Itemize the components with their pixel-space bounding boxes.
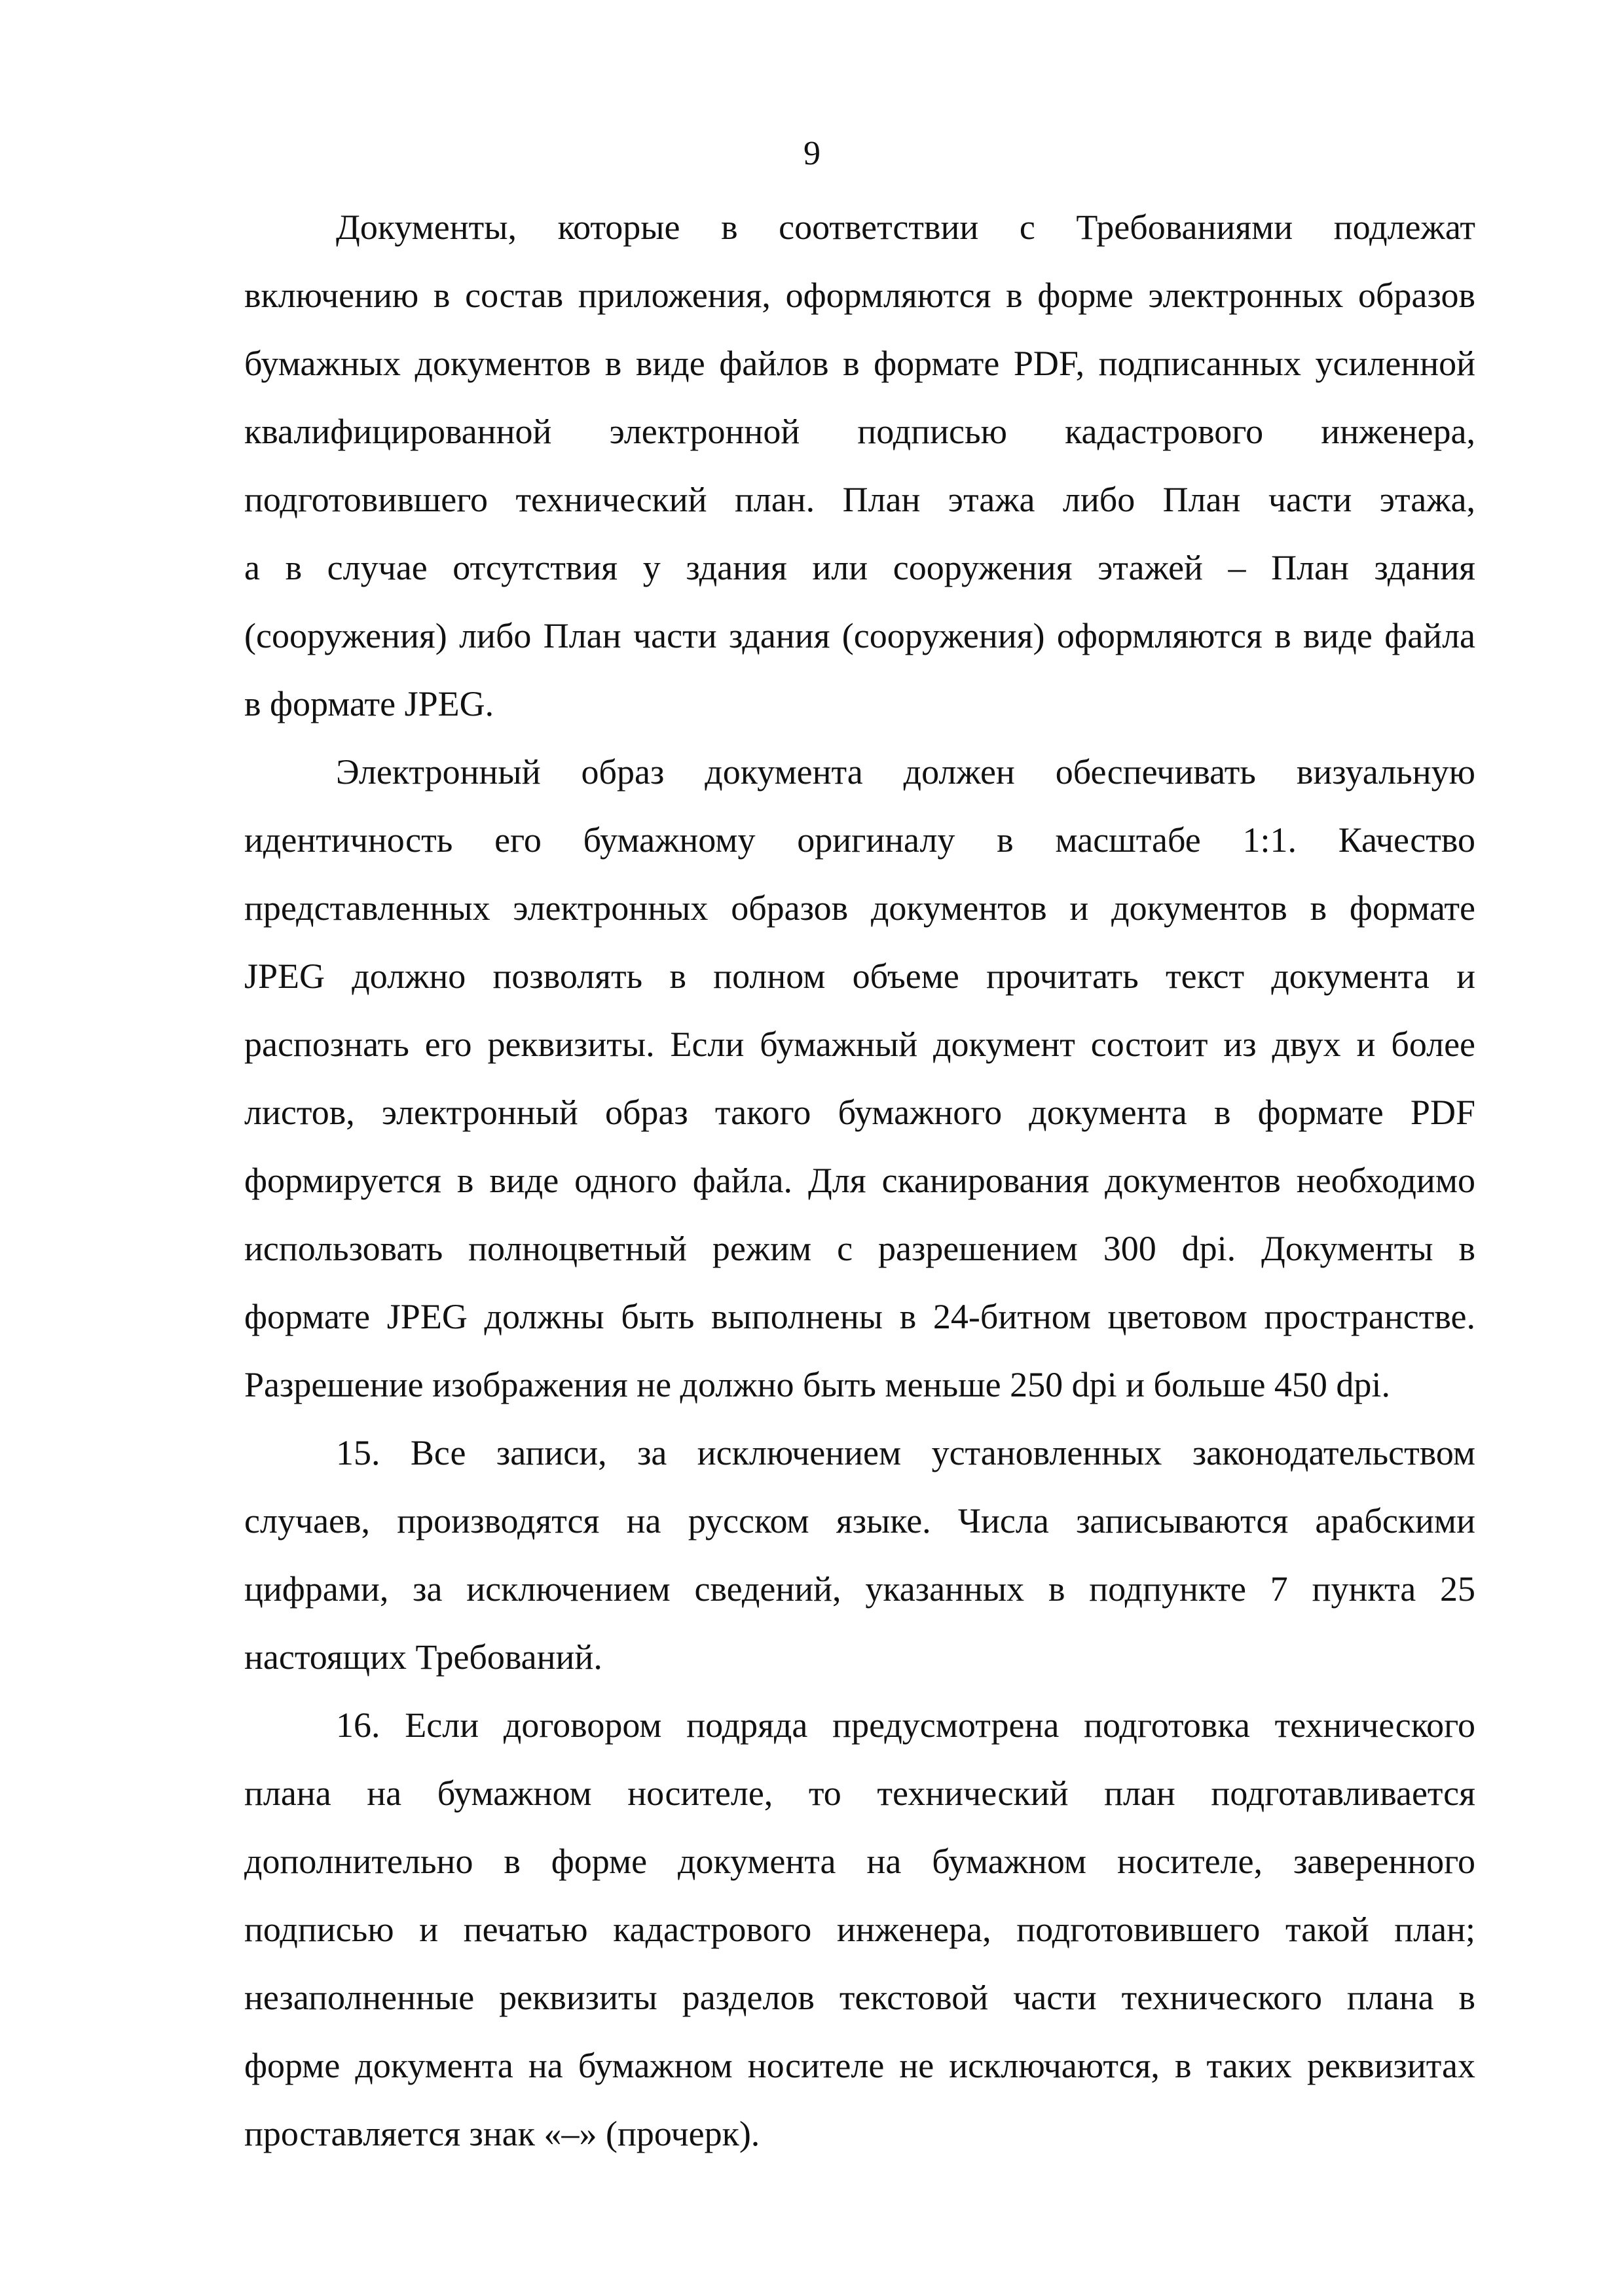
text-line: незаполненные реквизиты разделов текстовой части технического плана в [244, 1978, 1475, 2017]
paragraph-attachments-format [153, 193, 1475, 738]
text-line: (сооружения) либо План части здания (сооружения) оформляются в виде файла [244, 616, 1475, 655]
text-line: Электронный образ документа должен обеспечивать визуальную [336, 752, 1475, 792]
text-line: представленных электронных образов документов и документов в формате [244, 888, 1475, 928]
text-line: подписью и печатью кадастрового инженера, подготовившего такой план; [244, 1910, 1475, 1949]
text-line: формируется в виде одного файла. Для сканирования документов необходимо [244, 1161, 1475, 1200]
text-line: JPEG должно позволять в полном объеме прочитать текст документа и [244, 957, 1475, 996]
paragraph-item-16 [153, 1691, 1475, 2168]
text-line: квалифицированной электронной подписью кадастрового инженера, [244, 412, 1475, 451]
text-line: распознать его реквизиты. Если бумажный документ состоит из двух и более [244, 1025, 1475, 1064]
text-line: в формате JPEG. [244, 684, 494, 723]
text-line: подготовившего технический план. План этажа либо План части этажа, [244, 480, 1475, 519]
text-line: использовать полноцветный режим с разрешением 300 dpi. Документы в [244, 1229, 1475, 1268]
text-line: формате JPEG должны быть выполнены в 24-битном цветовом пространстве. [244, 1297, 1475, 1336]
text-line: листов, электронный образ такого бумажного документа в формате PDF [244, 1093, 1475, 1132]
text-line: 15. Все записи, за исключением установленных законодательством [336, 1433, 1475, 1472]
text-line: дополнительно в форме документа на бумажном носителе, заверенного [244, 1842, 1475, 1881]
paragraph-item-15 [153, 1419, 1475, 1691]
text-line: цифрами, за исключением сведений, указанных в подпункте 7 пункта 25 [244, 1569, 1475, 1609]
text-line: случаев, производятся на русском языке. Числа записываются арабскими [244, 1501, 1475, 1540]
text-line: плана на бумажном носителе, то технический план подготавливается [244, 1774, 1475, 1813]
text-line: настоящих Требований. [244, 1637, 602, 1677]
document-body [153, 193, 1475, 2168]
text-line: а в случае отсутствия у здания или сооружения этажей – План здания [244, 548, 1475, 587]
text-line: 16. Если договором подряда предусмотрена подготовка технического [336, 1705, 1475, 1745]
paragraph-electronic-image [153, 738, 1475, 1419]
text-line: форме документа на бумажном носителе не исключаются, в таких реквизитах [244, 2046, 1475, 2085]
text-line: Разрешение изображения не должно быть меньше 250 dpi и больше 450 dpi. [244, 1365, 1390, 1404]
text-line: идентичность его бумажному оригиналу в масштабе 1:1. Качество [244, 820, 1475, 860]
text-line: бумажных документов в виде файлов в формате PDF, подписанных усиленной [244, 344, 1475, 383]
page-number: 9 [803, 135, 821, 172]
text-line: включению в состав приложения, оформляются в форме электронных образов [244, 276, 1475, 315]
text-line: проставляется знак «–» (прочерк). [244, 2114, 760, 2153]
text-line: Документы, которые в соответствии с Требованиями подлежат [336, 208, 1475, 247]
